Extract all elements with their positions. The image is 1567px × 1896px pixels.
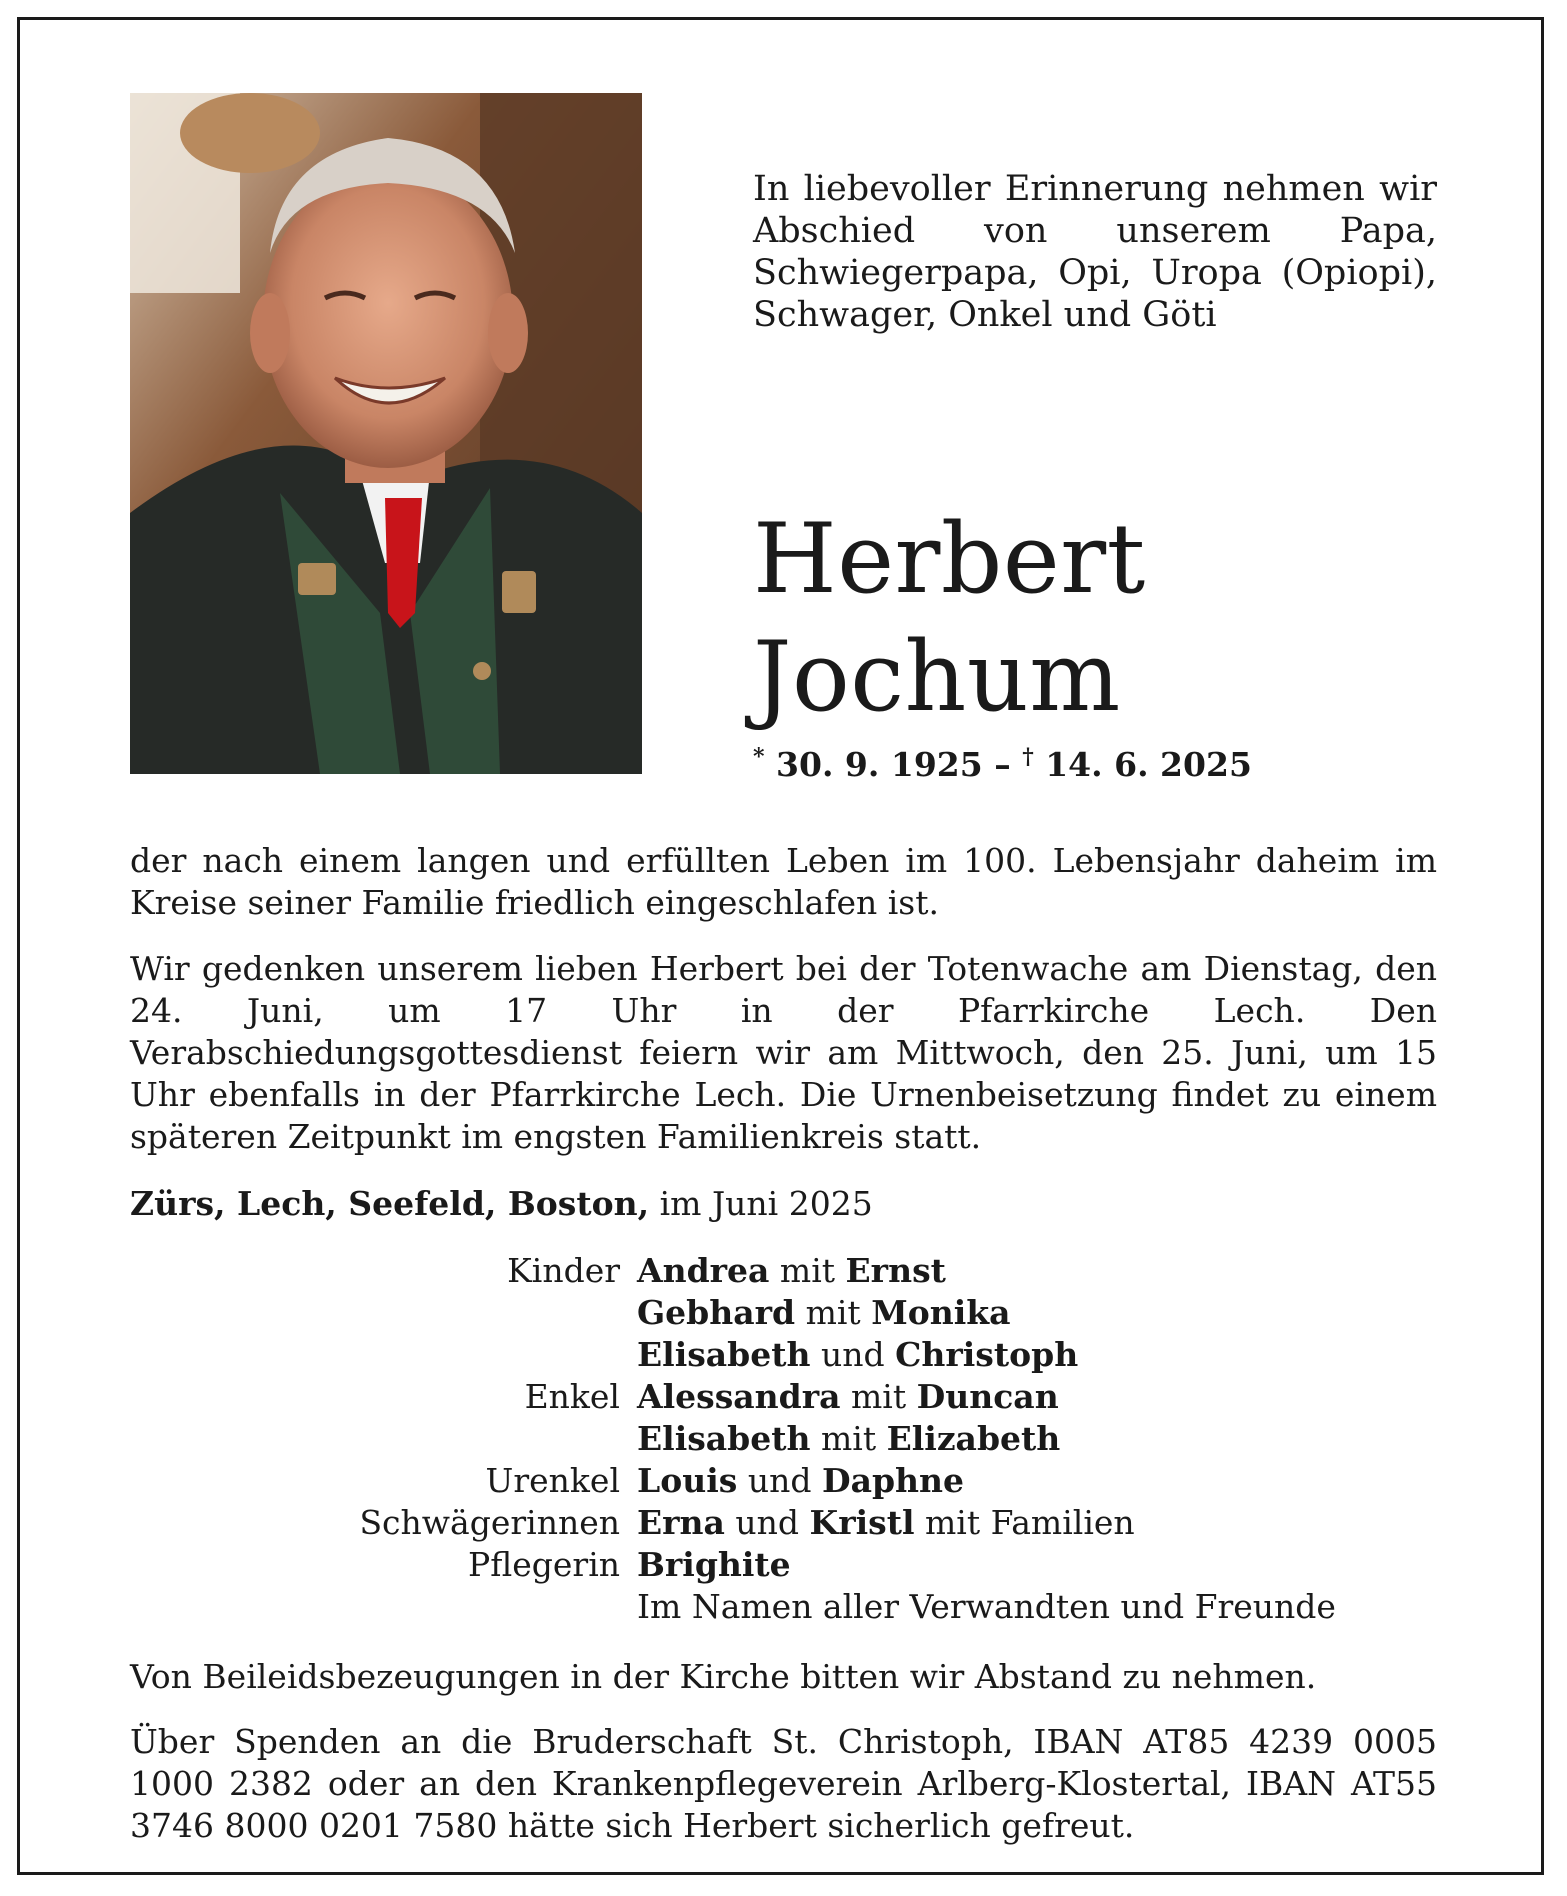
family-relation-label: Kinder [507, 1251, 620, 1290]
birth-date: 30. 9. 1925 [776, 745, 983, 784]
family-names [637, 1544, 1437, 1586]
family-member-name: Louis [637, 1461, 738, 1500]
family-connector: mit [769, 1251, 846, 1290]
family-relation-label: Urenkel [485, 1461, 620, 1500]
family-relation-label [130, 1292, 637, 1334]
family-member-name: Kristl [809, 1503, 915, 1542]
death-date: 14. 6. 2025 [1045, 745, 1252, 784]
first-name: Herbert [753, 503, 1146, 615]
family-row [130, 1586, 1437, 1628]
paragraph-donations: Über Spenden an die Bruderschaft St. Christoph, IBAN AT85 4239 0005 1000 2382 oder an den Krankenpflegeverein Arlberg-Klostertal, IBAN AT55 3746 8000 0201 7580 hätte sich Herbert sicherlich gefreut. [130, 1722, 1437, 1845]
family-member-name: Elizabeth [886, 1419, 1061, 1458]
paragraph-ceremony: Wir gedenken unserem lieben Herbert bei der Totenwache am Dienstag, den 24. Juni, um 17 Uhr in der Pfarrkirche Lech. Den Verabschiedungsgottesdienst feiern wir am Mittwoch, den 25. Juni, um 15 Uhr ebenfalls in der Pfarrkirche Lech. Die Urnenbeisetzung findet zu einem späteren Zeitpunkt im engsten Familienkreis statt. [130, 949, 1437, 1156]
place-date: im Juni 2025 [659, 1184, 873, 1223]
family-connector: mit Familien [914, 1503, 1135, 1542]
family-relation-label: Schwägerinnen [359, 1503, 620, 1542]
intro-text: In liebevoller Erinnerung nehmen wir Abschied von unserem Papa, Schwiegerpapa, Opi, Uropa (Opiopi), Schwager, Onkel und Göti [753, 169, 1437, 335]
paragraph-condolences: Von Beileidsbezeugungen in der Kirche bitten wir Abstand zu nehmen. [130, 1657, 1317, 1696]
family-names [637, 1250, 1437, 1292]
death-mark: † [1022, 744, 1034, 770]
family-names [637, 1460, 1437, 1502]
deceased-name [753, 500, 1453, 736]
family-member-name: Duncan [916, 1377, 1059, 1416]
family-member-name: Alessandra [637, 1377, 841, 1416]
family-row [130, 1418, 1437, 1460]
family-member-name: Ernst [845, 1251, 946, 1290]
family-member-name: Christoph [895, 1335, 1079, 1374]
family-names [637, 1586, 1437, 1628]
family-names [637, 1292, 1437, 1334]
family-connector: mit [795, 1293, 872, 1332]
family-row [130, 1292, 1437, 1334]
family-relation-label: Enkel [524, 1377, 620, 1416]
family-row [130, 1460, 1437, 1502]
family-names [637, 1334, 1437, 1376]
family-member-name: Andrea [637, 1251, 770, 1290]
family-connector: und [737, 1461, 822, 1500]
family-connector: und [724, 1503, 810, 1542]
family-row [130, 1376, 1437, 1418]
family-list [130, 1250, 1437, 1628]
family-row [130, 1334, 1437, 1376]
paragraph-passing: der nach einem langen und erfüllten Leben im 100. Lebensjahr daheim im Kreise seiner Familie friedlich eingeschlafen ist. [130, 841, 1437, 922]
family-member-name: Gebhard [637, 1293, 796, 1332]
family-member-name: Elisabeth [637, 1419, 811, 1458]
portrait-illustration [130, 93, 642, 774]
portrait-photo [130, 93, 642, 774]
family-connector: mit [840, 1377, 917, 1416]
family-member-name: Daphne [821, 1461, 965, 1500]
place-towns: Zürs, Lech, Seefeld, Boston, [130, 1184, 650, 1223]
family-connector: Im Namen aller Verwandten und Freunde [637, 1587, 1336, 1626]
family-connector: mit [810, 1419, 887, 1458]
family-names [637, 1418, 1437, 1460]
family-member-name: Elisabeth [637, 1335, 811, 1374]
family-row [130, 1502, 1437, 1544]
life-dates [753, 744, 1252, 784]
family-names [637, 1502, 1437, 1544]
family-connector: und [810, 1335, 896, 1374]
place-date-line [130, 1183, 1437, 1225]
family-member-name: Monika [871, 1293, 1011, 1332]
family-relation-label [130, 1418, 637, 1460]
family-names [637, 1376, 1437, 1418]
date-separator: – [994, 745, 1011, 784]
family-relation-label: Pflegerin [468, 1545, 620, 1584]
family-row [130, 1544, 1437, 1586]
family-member-name: Erna [637, 1503, 725, 1542]
family-relation-label [130, 1334, 637, 1376]
family-relation-label [130, 1586, 637, 1628]
family-member-name: Brighite [637, 1545, 791, 1584]
last-name: Jochum [753, 621, 1121, 733]
family-row [130, 1250, 1437, 1292]
birth-mark: * [753, 744, 765, 770]
